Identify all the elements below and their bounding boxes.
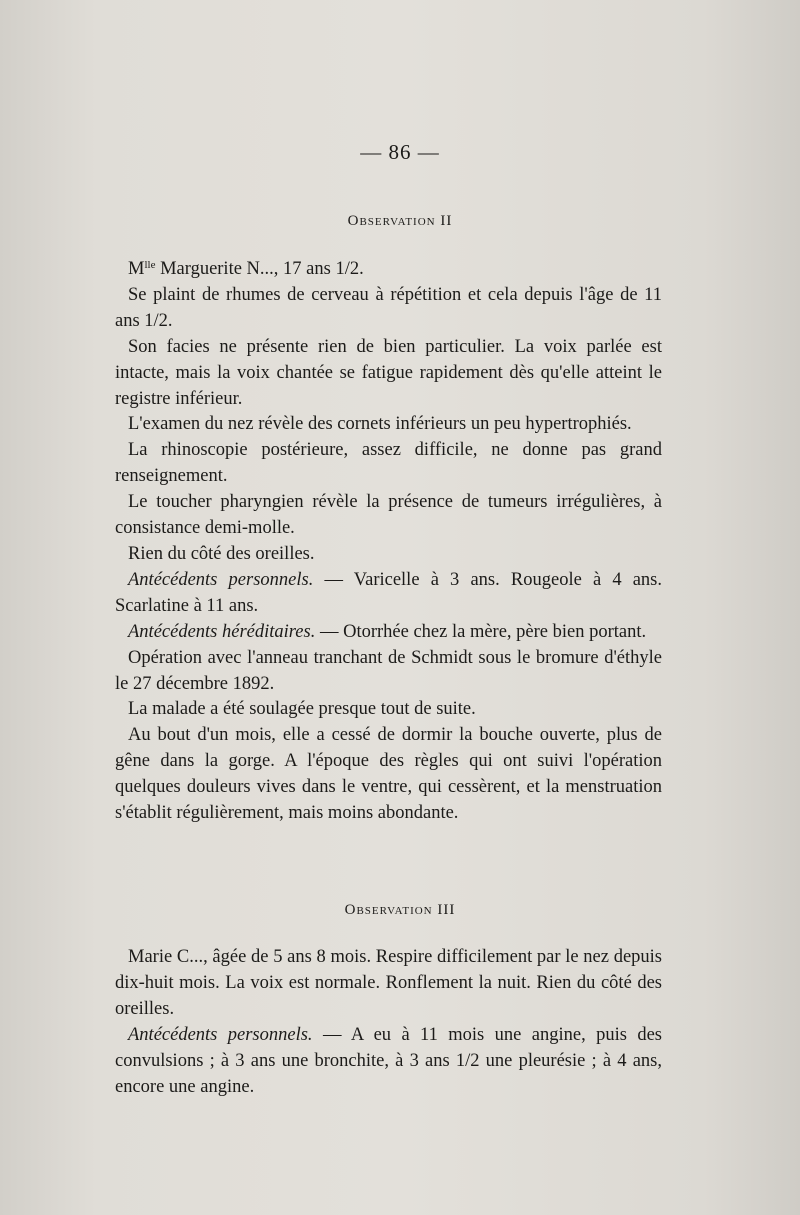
paragraph: Marie C..., âgée de 5 ans 8 mois. Respire difficilement par le nez depuis dix-huit mois. La voix est normale. Ronflement la nuit. Rien du côté des oreilles. <box>115 947 662 1019</box>
personal-history-label: Antécédents personnels. <box>128 1024 313 1045</box>
observation-2-body <box>115 257 662 827</box>
paragraph: Son facies ne présente rien de bien particulier. La voix parlée est intacte, mais la voix chantée se fatigue rapidement dès qu'elle atteint le registre inférieur. <box>115 336 662 409</box>
paragraph: Rien du côté des oreilles. <box>128 543 315 564</box>
page-number: — 86 — <box>360 140 440 164</box>
paragraph: Le toucher pharyngien révèle la présence de tumeurs irrégulières, à consistance demi-molle. <box>115 492 662 539</box>
paragraph: La malade a été soulagée presque tout de suite. <box>128 699 476 720</box>
paragraph: Se plaint de rhumes de cerveau à répétition et cela depuis l'âge de 11 ans 1/2. <box>115 284 662 331</box>
observation-3-body <box>115 945 662 1100</box>
patient-line: $M^{lle}$ Marguerite N..., 17 ans 1/2. <box>128 259 364 279</box>
hereditary-history: Antécédents héréditaires. — Otorrhée chez la mère, père bien portant. <box>128 621 647 642</box>
paragraph: Au bout d'un mois, elle a cessé de dormir la bouche ouverte, plus de gêne dans la gorge. A l'époque des règles qui ont suivi l'opération quelques douleurs vives dans le ventre, qui cessèrent, et la menstruation s'établit régulièrement, mais moins abondante. <box>115 725 662 824</box>
observation-2-heading: Observation II <box>347 213 453 229</box>
paragraph: Opération avec l'anneau tranchant de Schmidt sous le bromure d'éthyle le 27 décembre 1892. <box>115 647 662 694</box>
hereditary-history-label: Antécédents héréditaires. <box>128 621 316 642</box>
observation-3-heading: Observation III <box>344 902 456 918</box>
paragraph: La rhinoscopie postérieure, assez difficile, ne donne pas grand renseignement. <box>115 440 662 487</box>
paragraph: L'examen du nez révèle des cornets inférieurs un peu hypertrophiés. <box>128 414 632 435</box>
personal-history-label: Antécédents personnels. <box>128 569 314 590</box>
personal-history: Antécédents personnels. — Varicelle à 3 ans. Rougeole à 4 ans. Scarlatine à 11 ans. <box>115 569 663 616</box>
personal-history: Antécédents personnels. — A eu à 11 mois une angine, puis des convulsions ; à 3 ans une bronchite, à 3 ans 1/2 une pleurésie ; à 4 ans, encore une angine. <box>115 1024 662 1097</box>
